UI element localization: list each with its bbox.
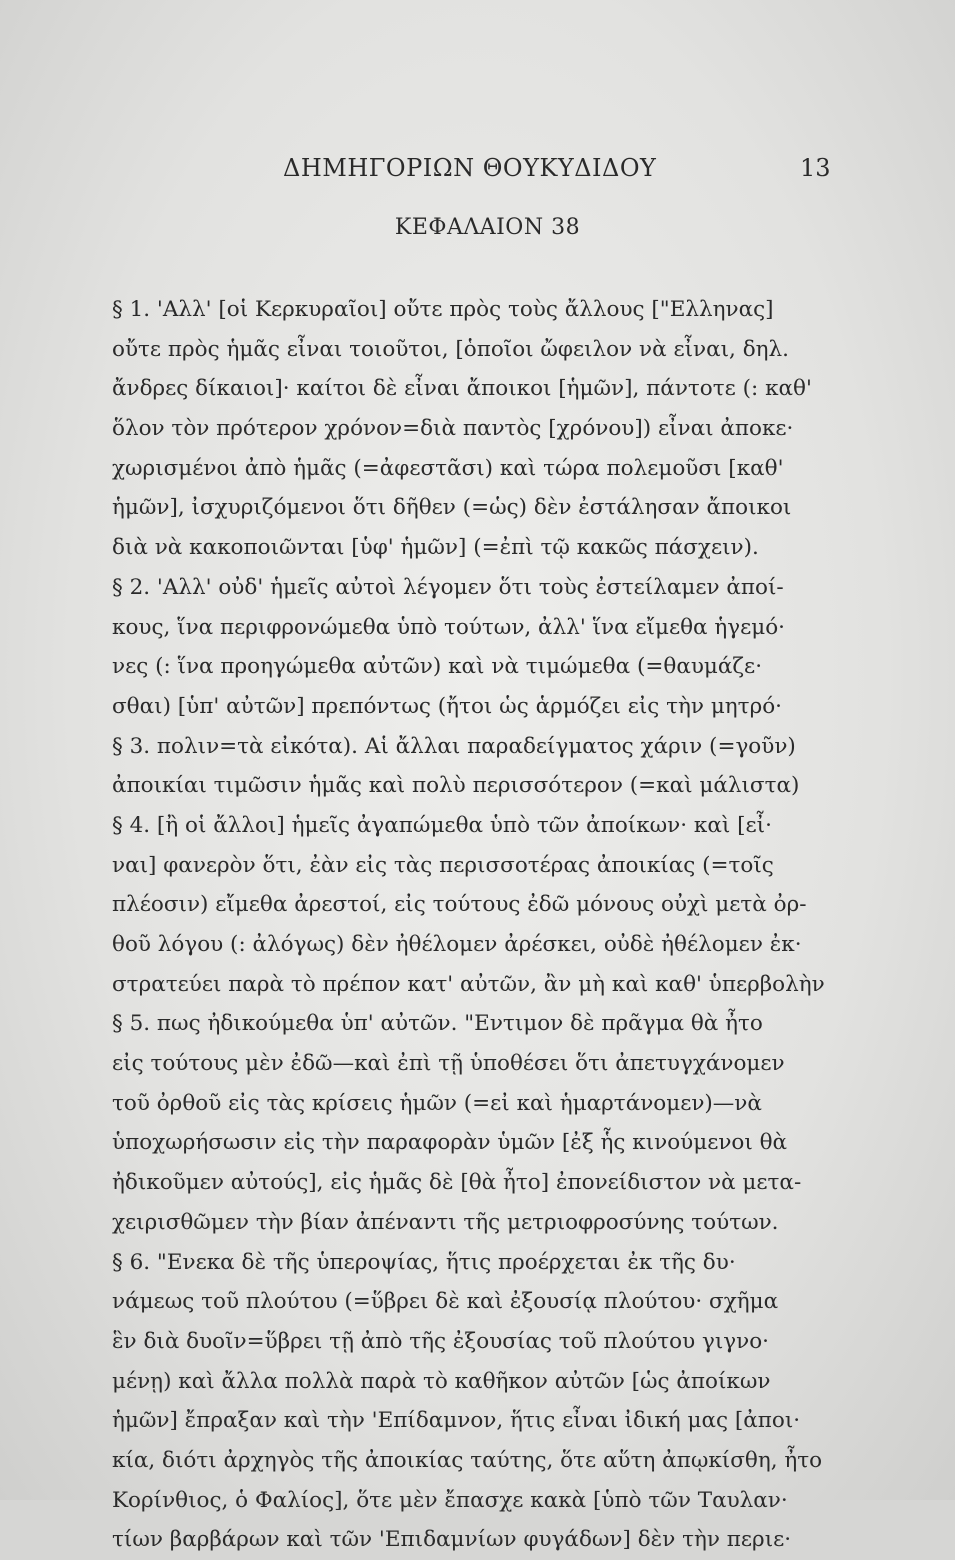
- chapter-heading: ΚΕΦΑΛΑΙΟΝ 38: [394, 215, 581, 240]
- text-line: χωρισμένοι ἀπὸ ἡμᾶς (=ἀφεστᾶσι) καὶ τώρα πολεμοῦσι [καθ': [112, 455, 784, 481]
- text-line: ἀποικίαι τιμῶσιν ἡμᾶς καὶ πολὺ περισσότερον (=καὶ μάλιστα): [112, 773, 800, 799]
- page-number: 13: [800, 154, 831, 182]
- text-line: ὑποχωρήσωσιν εἰς τὴν παραφορὰν ὑμῶν [ἐξ ἧς κινούμενοι θὰ: [112, 1130, 788, 1156]
- text-line: § 6. "Ενεκα δὲ τῆς ὑπεροψίας, ἥτις προέρχεται ἐκ τῆς δυ·: [112, 1249, 736, 1275]
- text-line: § 1. 'Αλλ' [οἱ Κερκυραῖοι] οὔτε πρὸς τοὺς ἄλλους ["Ελληνας]: [112, 297, 774, 322]
- running-title: ΔΗΜΗΓΟΡΙΩΝ ΘΟΥΚΥΔΙΔΟΥ: [283, 154, 657, 182]
- text-line: § 4. [ἢ οἱ ἄλλοι] ἡμεῖς ἀγαπώμεθα ὑπὸ τῶν ἀποίκων· καὶ [εἶ·: [112, 812, 772, 838]
- text-line: οὔτε πρὸς ἡμᾶς εἶναι τοιοῦτοι, [ὁποῖοι ὤφειλον νὰ εἶναι, δηλ.: [112, 336, 789, 362]
- text-line: στρατεύει παρὰ τὸ πρέπον κατ' αὐτῶν, ἂν μὴ καὶ καθ' ὑπερβολὴν: [112, 971, 825, 997]
- text-line: κία, διότι ἀρχηγὸς τῆς ἀποικίας ταύτης, ὅτε αὕτη ἀπῳκίσθη, ἦτο: [112, 1447, 823, 1473]
- text-line: Κορίνθιος, ὁ Φαλίος], ὅτε μὲν ἔπασχε κακὰ [ὑπὸ τῶν Ταυλαν·: [112, 1487, 788, 1513]
- text-line: μένῃ) καὶ ἄλλα πολλὰ παρὰ τὸ καθῆκον αὐτῶν [ὡς ἀποίκων: [112, 1368, 771, 1394]
- text-line: § 3. πολιν=τὰ εἰκότα). Αἱ ἄλλαι παραδείγματος χάριν (=γοῦν): [112, 733, 796, 759]
- text-line: τοῦ ὀρθοῦ εἰς τὰς κρίσεις ἡμῶν (=εἰ καὶ ἡμαρτάνομεν)—νὰ: [112, 1090, 762, 1116]
- text-line: ἓν διὰ δυοῖν=ὕβρει τῇ ἀπὸ τῆς ἐξουσίας τοῦ πλούτου γιγνο·: [112, 1328, 769, 1354]
- text-line: ὅλον τὸν πρότερον χρόνον=διὰ παντὸς [χρόνου]) εἶναι ἀποκε·: [112, 416, 794, 442]
- text-line: ἠδικοῦμεν αὐτούς], εἰς ἡμᾶς δὲ [θὰ ἦτο] ἐπονείδιστον νὰ μετα-: [112, 1170, 802, 1196]
- text-line: σθαι) [ὑπ' αὐτῶν] πρεπόντως (ἤτοι ὡς ἁρμόζει εἰς τὴν μητρό·: [112, 693, 782, 719]
- text-line: τίων βαρβάρων καὶ τῶν 'Επιδαμνίων φυγάδων] δὲν τὴν περιε·: [112, 1527, 792, 1553]
- text-line: § 5. πως ἠδικούμεθα ὑπ' αὐτῶν. "Εντιμον δὲ πρᾶγμα θὰ ἦτο: [112, 1011, 763, 1037]
- text-line: ἄνδρες δίκαιοι]· καίτοι δὲ εἶναι ἄποικοι [ἡμῶν], πάντοτε (: καθ': [112, 376, 812, 402]
- text-line: χειρισθῶμεν τὴν βίαν ἀπέναντι τῆς μετριοφροσύνης τούτων.: [112, 1209, 779, 1235]
- text-line: διὰ νὰ κακοποιῶνται [ὑφ' ἡμῶν] (=ἐπὶ τῷ κακῶς πάσχειν).: [112, 535, 759, 561]
- body-text: [112, 290, 872, 1560]
- text-line: πλέοσιν) εἴμεθα ἀρεστοί, εἰς τούτους ἐδῶ μόνους οὐχὶ μετὰ ὀρ-: [112, 892, 807, 918]
- text-line: νες (: ἵνα προηγώμεθα αὐτῶν) καὶ νὰ τιμώμεθα (=θαυμάζε·: [112, 654, 763, 680]
- text-line: § 2. 'Αλλ' οὐδ' ἡμεῖς αὐτοὶ λέγομεν ὅτι τοὺς ἐστείλαμεν ἀποί-: [112, 574, 784, 600]
- text-line: κους, ἵνα περιφρονώμεθα ὑπὸ τούτων, ἀλλ' ἵνα εἴμεθα ἡγεμό·: [112, 614, 786, 640]
- text-line: θοῦ λόγου (: ἀλόγως) δὲν ἠθέλομεν ἀρέσκει, οὐδὲ ἠθέλομεν ἐκ·: [112, 932, 802, 957]
- text-line: ναι] φανερὸν ὅτι, ἐὰν εἰς τὰς περισσοτέρας ἀποικίας (=τοῖς: [112, 852, 774, 878]
- text-line: εἰς τούτους μὲν ἐδῶ—καὶ ἐπὶ τῇ ὑποθέσει ὅτι ἀπετυγχάνομεν: [112, 1051, 785, 1077]
- text-line: ἡμῶν], ἰσχυριζόμενοι ὅτι δῆθεν (=ὡς) δὲν ἐστάλησαν ἄποικοι: [112, 495, 792, 521]
- page-header: [0, 150, 955, 190]
- text-line: ἡμῶν] ἔπραξαν καὶ τὴν 'Επίδαμνον, ἥτις εἶναι ἰδική μας [ἀποι·: [112, 1408, 801, 1434]
- text-line: νάμεως τοῦ πλούτου (=ὕβρει δὲ καὶ ἐξουσίᾳ πλούτου· σχῆμα: [112, 1289, 779, 1315]
